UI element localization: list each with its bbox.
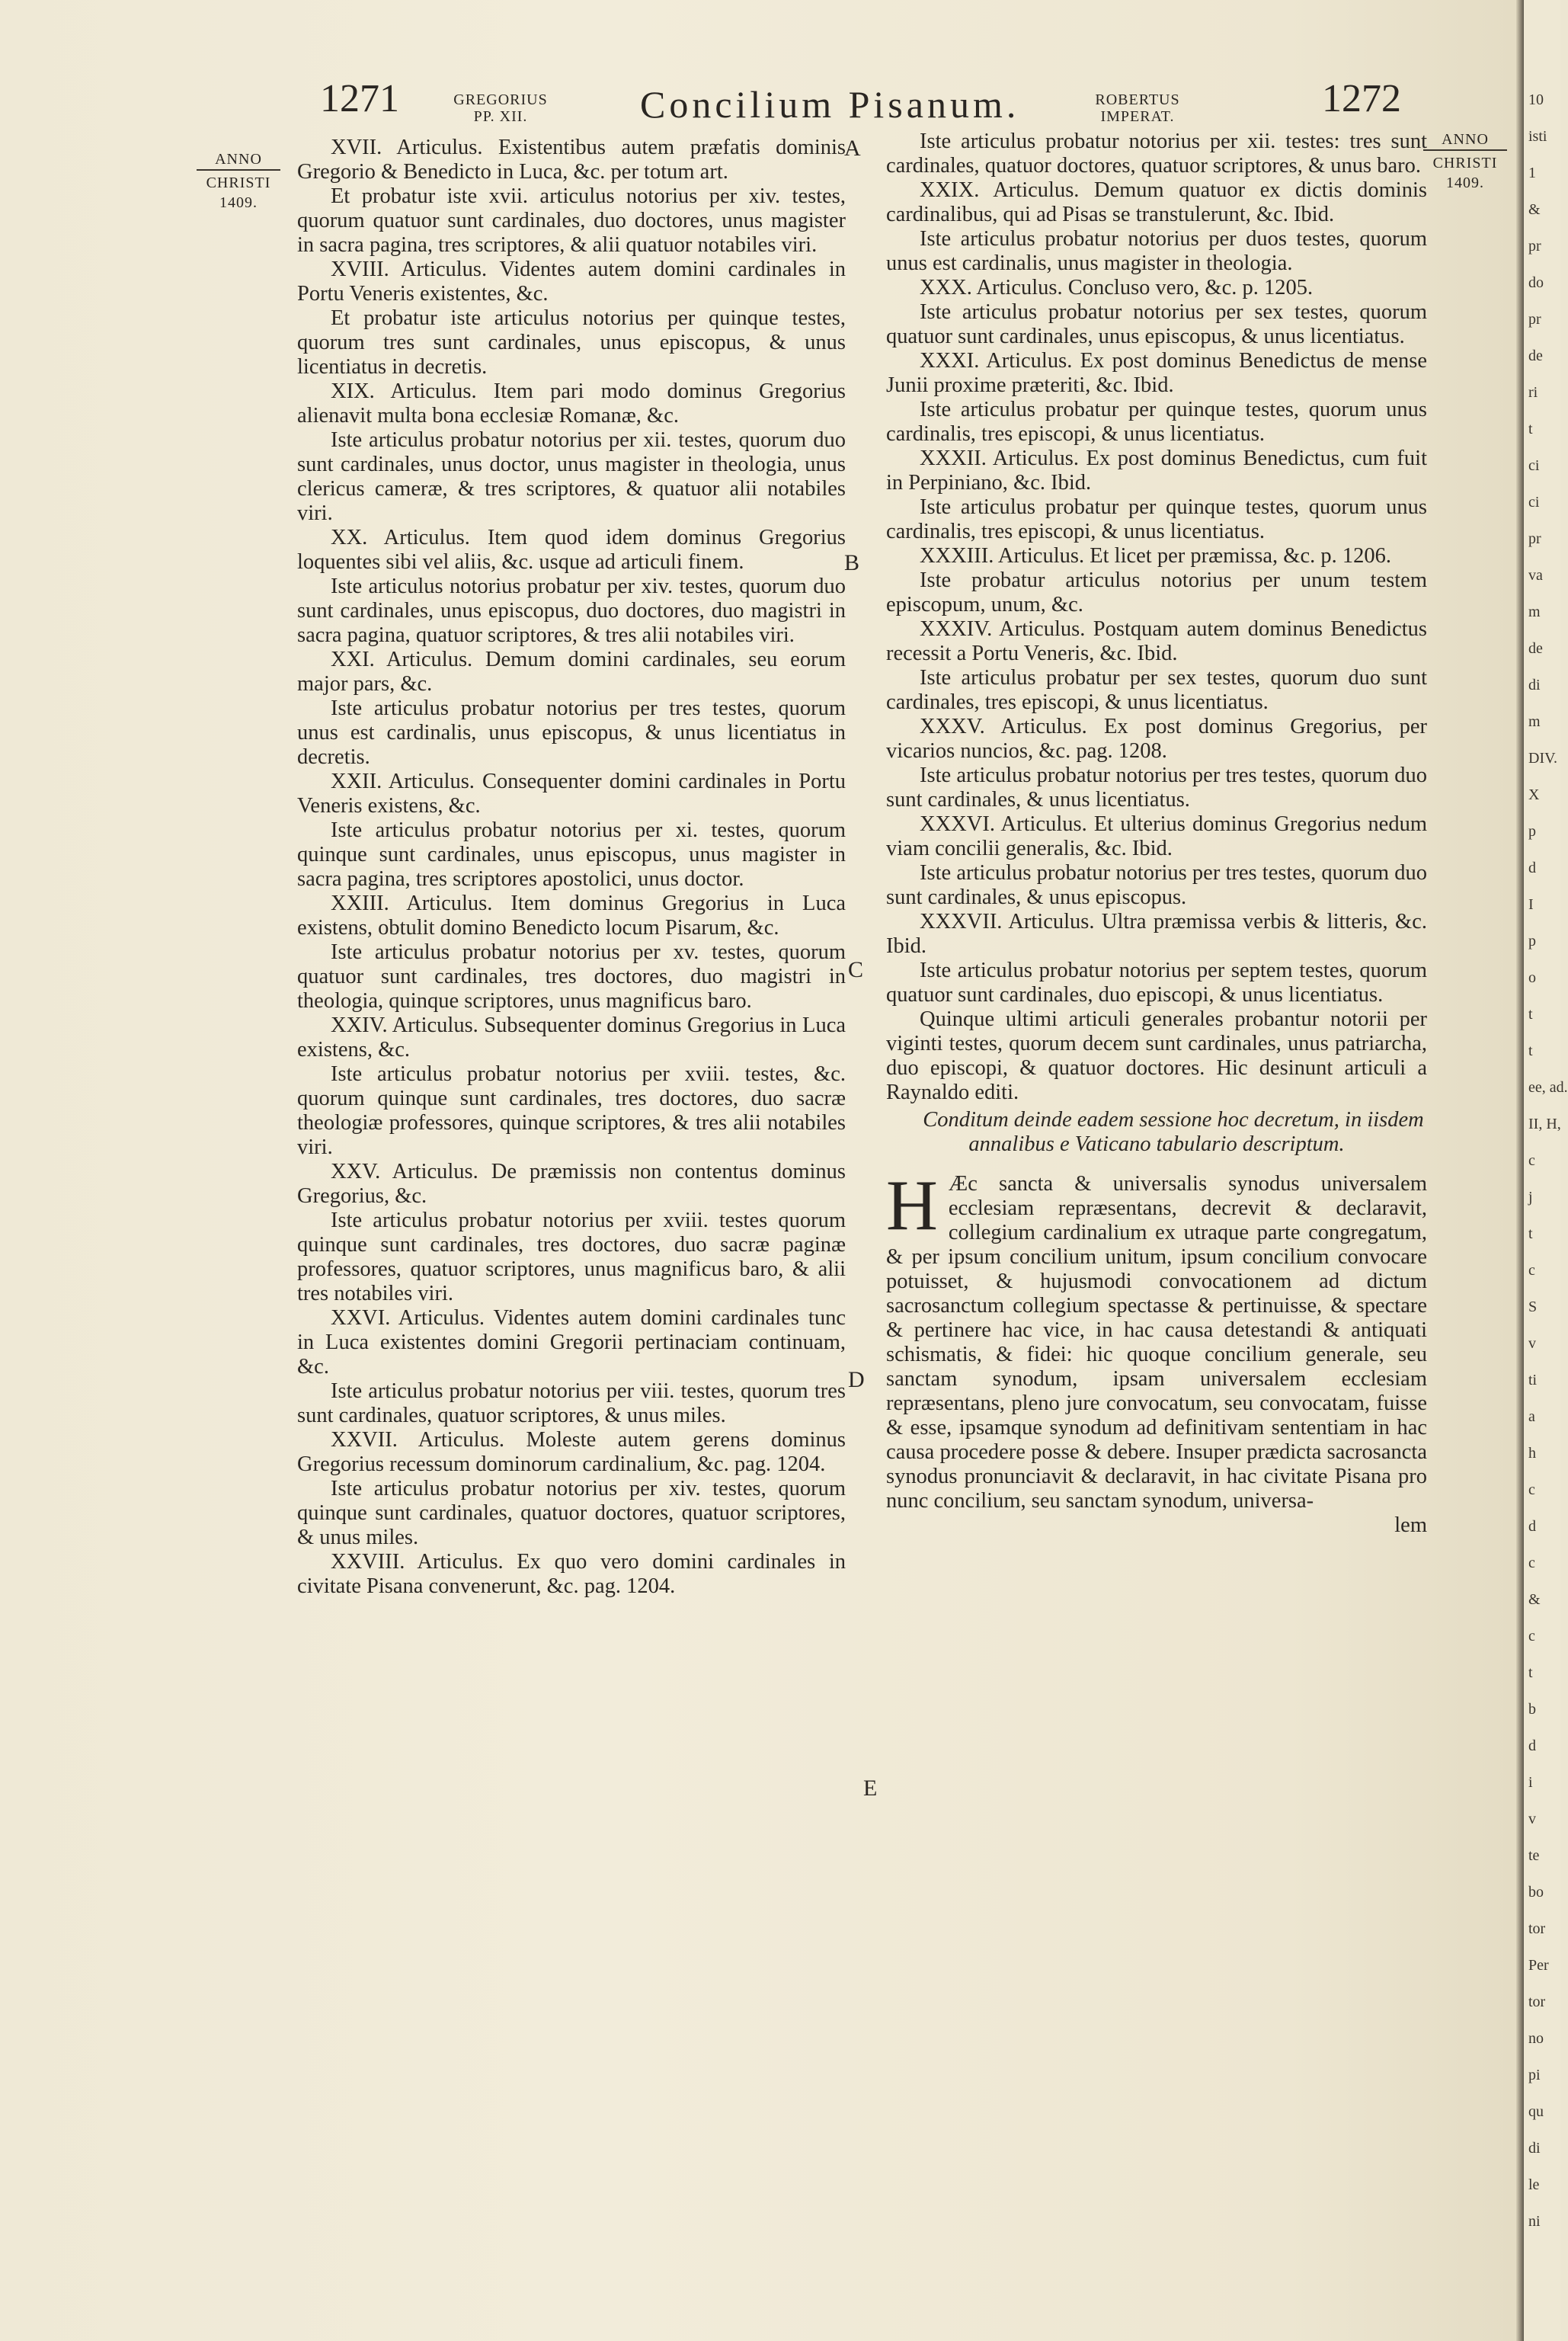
decree-paragraph <box>886 1166 1427 1513</box>
article-paragraph: Iste articulus probatur notorius per sex testes, quorum quatuor sunt cardinales, unus episcopus, & unus licentiatus. <box>886 300 1427 348</box>
margin-year-value: 1409. <box>219 194 258 211</box>
adjacent-page-fragment: pr <box>1528 238 1541 255</box>
article-paragraph: XVIII. Articulus. Videntes autem domini cardinales in Portu Veneris existentes, &c. <box>297 258 846 306</box>
adjacent-page-fragment: qu <box>1528 2103 1544 2120</box>
article-paragraph: XVII. Articulus. Existentibus autem præfatis dominis Gregorio & Benedicto in Luca, &c. per totum art. <box>297 136 846 184</box>
right-column-text <box>886 130 1427 1538</box>
article-paragraph: Iste articulus probatur per quinque testes, quorum unus cardinalis, tres episcopi, & unus licentiatus. <box>886 495 1427 543</box>
article-paragraph: Iste articulus notorius probatur per xiv. testes, quorum duo sunt cardinales, unus episcopus, duo doctores, duo magistri in sacra pagina, quatuor scriptores, & tres alii notabiles viri. <box>297 575 846 647</box>
article-paragraph: Iste articulus probatur notorius per tres testes, quorum duo sunt cardinales, & unus licentiatus. <box>886 764 1427 812</box>
adjacent-page-fragment: S <box>1528 1299 1538 1315</box>
adjacent-page-fragment: ci <box>1528 457 1540 474</box>
adjacent-page-fragment: t <box>1528 421 1533 437</box>
adjacent-page-fragment: v <box>1528 1335 1536 1352</box>
adjacent-page-fragment: m <box>1528 713 1541 730</box>
article-paragraph: XXXVII. Articulus. Ultra præmissa verbis & litteris, &c. Ibid. <box>886 910 1427 958</box>
article-paragraph: XXXII. Articulus. Ex post dominus Benedictus, cum fuit in Perpiniano, &c. Ibid. <box>886 447 1427 495</box>
article-paragraph: Quinque ultimi articuli generales probantur notorii per viginti testes, quorum decem sunt cardinales, unus patriarcha, duo episcopi, & quatuor doctores. Hic desinunt articuli a Raynaldo editi. <box>886 1007 1427 1104</box>
adjacent-page-fragment: a <box>1528 1408 1535 1425</box>
adjacent-page-fragment: de <box>1528 347 1543 364</box>
adjacent-page-fragment: 10 <box>1528 91 1544 108</box>
adjacent-page-fragment: le <box>1528 2176 1540 2193</box>
running-head-right: ROBERTUS IMPERAT. <box>1095 91 1180 125</box>
section-letter-d: D <box>848 1367 865 1392</box>
article-paragraph: Iste articulus probatur notorius per xii. testes, quorum duo sunt cardinales, unus doctor, unus magister in theologia, unus clericus cameræ, & tres scriptores, & quatuor alii notabiles viri. <box>297 428 846 525</box>
article-paragraph: XX. Articulus. Item quod idem dominus Gregorius loquentes sibi vel aliis, &c. usque ad articuli finem. <box>297 526 846 574</box>
article-paragraph: Iste articulus probatur notorius per xviii. testes, &c. quorum quinque sunt cardinales, tres doctores, duo sacræ theologiæ professores, quinque scriptores, & tres alii notabiles viri. <box>297 1062 846 1159</box>
adjacent-page-fragment: t <box>1528 1225 1533 1242</box>
article-paragraph: XXIX. Articulus. Demum quatuor ex dictis dominis cardinalibus, qui ad Pisas se transtulerunt, &c. Ibid. <box>886 178 1427 226</box>
margin-anno-label: ANNO <box>215 151 262 168</box>
adjacent-page-fragment: ni <box>1528 2213 1541 2230</box>
running-head-left: GREGORIUS PP. XII. <box>453 91 548 125</box>
decree-citation: Conditum deinde eadem sessione hoc decretum, in iisdem annalibus e Vaticano tabulario descriptum. <box>923 1108 1424 1156</box>
adjacent-page-fragment: d <box>1528 1737 1536 1754</box>
article-paragraph: Iste articulus probatur notorius per xv. testes, quorum quatuor sunt cardinales, tres doctores, duo magistri in theologia, quinque scriptores, unus magnificus baro. <box>297 940 846 1013</box>
adjacent-page-fragment: di <box>1528 677 1541 693</box>
article-paragraph: XXV. Articulus. De præmissis non contentus dominus Gregorius, &c. <box>297 1160 846 1208</box>
adjacent-page-fragment: & <box>1528 1591 1541 1608</box>
margin-rule <box>1423 149 1507 151</box>
adjacent-page-fragment: & <box>1528 201 1541 218</box>
left-column-text <box>297 136 846 1599</box>
adjacent-page-fragment: h <box>1528 1445 1536 1462</box>
adjacent-page-fragment: b <box>1528 1701 1536 1718</box>
adjacent-page-fragment: v <box>1528 1811 1536 1827</box>
book-gutter <box>1516 0 1524 2341</box>
article-paragraph: XXXVI. Articulus. Et ulterius dominus Gregorius nedum viam concilii generalis, &c. Ibid. <box>886 812 1427 860</box>
adjacent-page-fragment: bo <box>1528 1884 1544 1901</box>
adjacent-page-fragment: II, H, <box>1528 1116 1561 1132</box>
article-paragraph: Et probatur iste articulus notorius per quinque testes, quorum tres sunt cardinales, unus episcopus, & unus licentiatus in decretis. <box>297 306 846 379</box>
margin-year-value: 1409. <box>1446 175 1484 191</box>
adjacent-page-fragment: p <box>1528 823 1536 840</box>
decree-text: Æc sancta & universalis synodus universalem ecclesiam repræsentans, decrevit & declaravit, collegium cardinalium ex utraque parte congregatum, & per ipsum concilium unitum, ipsum concilium convocare potuisset, & hujusmodi convocationem ad dictum sacrosanctum collegium spectasse & pertinuisse, & spectare & pertinere hac vice, in hac causa detestandi & antiquati schismatis, & fidei: hic quoque concilium generale, seu sanctam synodum, ipsam universalem ecclesiam repræsentans, pleno jure convocatum, seu convocatam, fuisse & esse, ipsamque synodum ad definitivam sententiam in hac causa procedere posse & debere. Insuper prædicta sacrosancta synodus pronunciavit & declaravit, in hac civitate Pisana pro nunc concilium, seu sanctam synodum, universa- <box>886 1172 1427 1513</box>
adjacent-page-fragment: p <box>1528 933 1536 950</box>
catchword: lem <box>1394 1513 1427 1537</box>
adjacent-page-fragment: X <box>1528 786 1540 803</box>
adjacent-page-fragment: o <box>1528 969 1536 986</box>
article-paragraph: XXXV. Articulus. Ex post dominus Gregorius, per vicarios nuncios, &c. pag. 1208. <box>886 715 1427 763</box>
article-paragraph: Iste articulus probatur notorius per tres testes, quorum duo sunt cardinales, & unus episcopus. <box>886 861 1427 909</box>
decree-drop-cap: H <box>886 1166 938 1245</box>
adjacent-page-fragment: do <box>1528 274 1544 291</box>
page-title: Concilium Pisanum. <box>640 83 1020 126</box>
adjacent-page-fragment: ee, ad. <box>1528 1079 1568 1096</box>
article-paragraph: XXIII. Articulus. Item dominus Gregorius in Luca existens, obtulit domino Benedicto locum Pisarum, &c. <box>297 892 846 940</box>
article-paragraph: Iste articulus probatur notorius per xviii. testes quorum quinque sunt cardinales, tres doctores, duo sacræ paginæ professores, quatuor scriptores, unus magnificus baro, & alii tres notabiles viri. <box>297 1209 846 1305</box>
article-paragraph: XXX. Articulus. Concluso vero, &c. p. 1205. <box>920 276 1314 299</box>
adjacent-page-fragment: m <box>1528 604 1541 620</box>
margin-anno-label: ANNO <box>1442 131 1489 148</box>
article-paragraph: Iste articulus probatur notorius per xii. testes: tres sunt cardinales, quatuor doctores, quatuor scriptores, & unus baro. <box>886 130 1427 178</box>
article-paragraph: Iste articulus probatur notorius per duos testes, quorum unus est cardinalis, unus magister in theologia. <box>886 227 1427 275</box>
adjacent-page-fragment: va <box>1528 567 1543 584</box>
adjacent-page-fragment: pr <box>1528 530 1541 547</box>
adjacent-page-fragment: di <box>1528 2140 1541 2157</box>
margin-christi-label: CHRISTI <box>1432 155 1498 171</box>
adjacent-page-edge <box>1524 0 1568 2341</box>
adjacent-page-fragment: pr <box>1528 311 1541 328</box>
article-paragraph: XXXI. Articulus. Ex post dominus Benedictus de mense Junii proxime præteriti, &c. Ibid. <box>886 349 1427 397</box>
adjacent-page-fragment: c <box>1528 1262 1535 1279</box>
adjacent-page-fragment: tor <box>1528 1920 1546 1937</box>
article-paragraph: Iste articulus probatur notorius per xiv. testes, quorum quinque sunt cardinales, quatuor doctores, quatuor scriptores, & unus miles. <box>297 1477 846 1549</box>
adjacent-page-fragment: ci <box>1528 494 1540 511</box>
margin-year-left <box>197 149 280 213</box>
adjacent-page-fragment: de <box>1528 640 1543 657</box>
article-paragraph: XXVI. Articulus. Videntes autem domini cardinales tunc in Luca existentes domini Gregorii pertinaciam continuam, &c. <box>297 1306 846 1379</box>
adjacent-page-fragment: DIV. <box>1528 750 1557 767</box>
adjacent-page-fragment: te <box>1528 1847 1540 1864</box>
adjacent-page-fragment: c <box>1528 1481 1535 1498</box>
section-letter-b: B <box>844 550 860 575</box>
article-paragraph: Iste probatur articulus notorius per unum testem episcopum, unum, &c. <box>886 568 1427 616</box>
adjacent-page-fragment: tor <box>1528 1994 1546 2010</box>
article-paragraph: Et probatur iste xvii. articulus notorius per xiv. testes, quorum quatuor sunt cardinales, duo doctores, unus magister in sacra pagina, tres scriptores, & alii quatuor notabiles viri. <box>297 184 846 257</box>
page-number-left: 1271 <box>320 77 399 120</box>
article-paragraph: XXVII. Articulus. Moleste autem gerens dominus Gregorius recessum dominorum cardinalium, &c. pag. 1204. <box>297 1428 846 1476</box>
article-paragraph: XXXIII. Articulus. Et licet per præmissa, &c. p. 1206. <box>920 544 1391 568</box>
section-letter-c: C <box>848 957 864 982</box>
article-paragraph: Iste articulus probatur notorius per tres testes, quorum unus est cardinalis, unus episcopus, & unus licentiatus in decretis. <box>297 697 846 769</box>
article-paragraph: XXIV. Articulus. Subsequenter dominus Gregorius in Luca existens, &c. <box>297 1014 846 1062</box>
adjacent-page-fragment: c <box>1528 1152 1535 1169</box>
adjacent-page-fragment: t <box>1528 1664 1533 1681</box>
margin-year-right <box>1423 130 1507 193</box>
adjacent-page-fragment: i <box>1528 1774 1533 1791</box>
adjacent-page-fragment: ri <box>1528 384 1538 401</box>
article-paragraph: Iste articulus probatur notorius per septem testes, quorum quatuor sunt cardinales, duo episcopi, & unus licentiatus. <box>886 959 1427 1007</box>
article-paragraph: XXI. Articulus. Demum domini cardinales, seu eorum major pars, &c. <box>297 648 846 696</box>
margin-christi-label: CHRISTI <box>206 175 271 191</box>
adjacent-page-fragment: c <box>1528 1555 1535 1571</box>
adjacent-page-fragment: pi <box>1528 2067 1541 2083</box>
adjacent-page-fragment: no <box>1528 2030 1544 2047</box>
article-paragraph: Iste articulus probatur per sex testes, quorum duo sunt cardinales, tres episcopi, & unus licentiatus. <box>886 666 1427 714</box>
article-paragraph: XIX. Articulus. Item pari modo dominus Gregorius alienavit multa bona ecclesiæ Romanæ, &c. <box>297 379 846 428</box>
adjacent-page-fragment: c <box>1528 1628 1535 1644</box>
margin-rule <box>197 169 280 171</box>
adjacent-page-fragment: 1 <box>1528 165 1536 181</box>
adjacent-page-fragment: t <box>1528 1042 1533 1059</box>
adjacent-page-fragment: t <box>1528 1006 1533 1023</box>
article-paragraph: XXXIV. Articulus. Postquam autem dominus Benedictus recessit a Portu Veneris, &c. Ibid. <box>886 617 1427 665</box>
adjacent-page-fragment: I <box>1528 896 1534 913</box>
section-letter-a: A <box>844 136 861 161</box>
article-paragraph: Iste articulus probatur per quinque testes, quorum unus cardinalis, tres episcopi, & unus licentiatus. <box>886 398 1427 446</box>
article-paragraph: XXVIII. Articulus. Ex quo vero domini cardinales in civitate Pisana convenerunt, &c. pag. 1204. <box>297 1550 846 1598</box>
adjacent-page-fragment: d <box>1528 860 1536 876</box>
article-paragraph: Iste articulus probatur notorius per viii. testes, quorum tres sunt cardinales, quatuor scriptores, & unus miles. <box>297 1379 846 1427</box>
adjacent-page-fragment: ti <box>1528 1372 1538 1388</box>
adjacent-page-fragment: isti <box>1528 128 1547 145</box>
adjacent-page-fragment: d <box>1528 1518 1536 1535</box>
right-column-articles <box>886 130 1427 1105</box>
page-number-right: 1272 <box>1322 77 1401 120</box>
article-paragraph: XXII. Articulus. Consequenter domini cardinales in Portu Veneris existens, &c. <box>297 770 846 818</box>
article-paragraph: Iste articulus probatur notorius per xi. testes, quorum quinque sunt cardinales, unus episcopus, unus magister in sacra pagina, tres scriptores apostolici, unus doctor. <box>297 818 846 891</box>
section-letter-e: E <box>863 1776 878 1801</box>
adjacent-page-fragment: j <box>1528 1189 1533 1206</box>
adjacent-page-fragment: Per <box>1528 1957 1549 1974</box>
